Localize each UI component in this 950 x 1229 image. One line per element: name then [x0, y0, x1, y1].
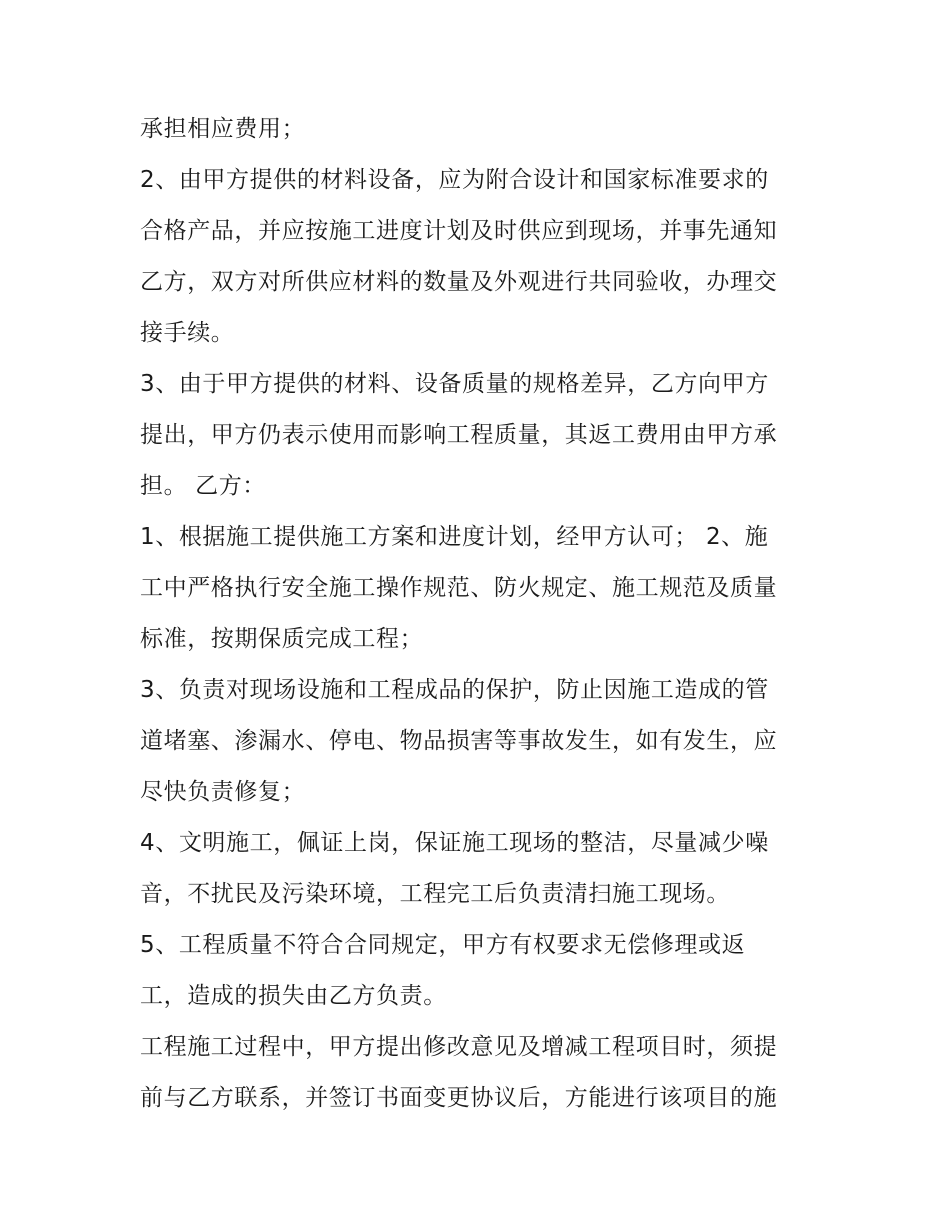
text-line: 工，造成的损失由乙方负责。 [140, 983, 447, 1009]
text-line: 标准，按期保质完成工程； [140, 626, 424, 652]
text-line: 3、负责对现场设施和工程成品的保护，防止因施工造成的管 [140, 677, 769, 703]
text-line: 道堵塞、渗漏水、停电、物品损害等事故发生，如有发生，应 [140, 728, 778, 754]
text-line: 前与乙方联系，并签订书面变更协议后，方能进行该项目的施 [140, 1085, 778, 1111]
text-line: 尽快负责修复； [140, 779, 306, 805]
text-line: 1、根据施工提供施工方案和进度计划，经甲方认可； 2、施 [140, 524, 769, 550]
text-line: 工程施工过程中，甲方提出修改意见及增减工程项目时，须提 [140, 1034, 778, 1060]
text-line: 承担相应费用； [140, 116, 306, 142]
text-line: 接手续。 [140, 320, 235, 346]
text-line: 提出，甲方仍表示使用而影响工程质量，其返工费用由甲方承 [140, 422, 778, 448]
contract-text [140, 104, 820, 1124]
text-line: 2、由甲方提供的材料设备，应为附合设计和国家标准要求的 [140, 167, 769, 193]
text-line: 4、文明施工，佩证上岗，保证施工现场的整洁，尽量减少噪 [140, 830, 769, 856]
text-line: 乙方，双方对所供应材料的数量及外观进行共同验收，办理交 [140, 269, 778, 295]
text-line: 合格产品，并应按施工进度计划及时供应到现场，并事先通知 [140, 218, 778, 244]
text-line: 工中严格执行安全施工操作规范、防火规定、施工规范及质量 [140, 575, 778, 601]
text-line: 5、工程质量不符合合同规定，甲方有权要求无偿修理或返 [140, 932, 746, 958]
text-line: 担。 乙方： [140, 473, 266, 499]
text-line: 3、由于甲方提供的材料、设备质量的规格差异，乙方向甲方 [140, 371, 769, 397]
text-line: 音，不扰民及污染环境，工程完工后负责清扫施工现场。 [140, 881, 730, 907]
